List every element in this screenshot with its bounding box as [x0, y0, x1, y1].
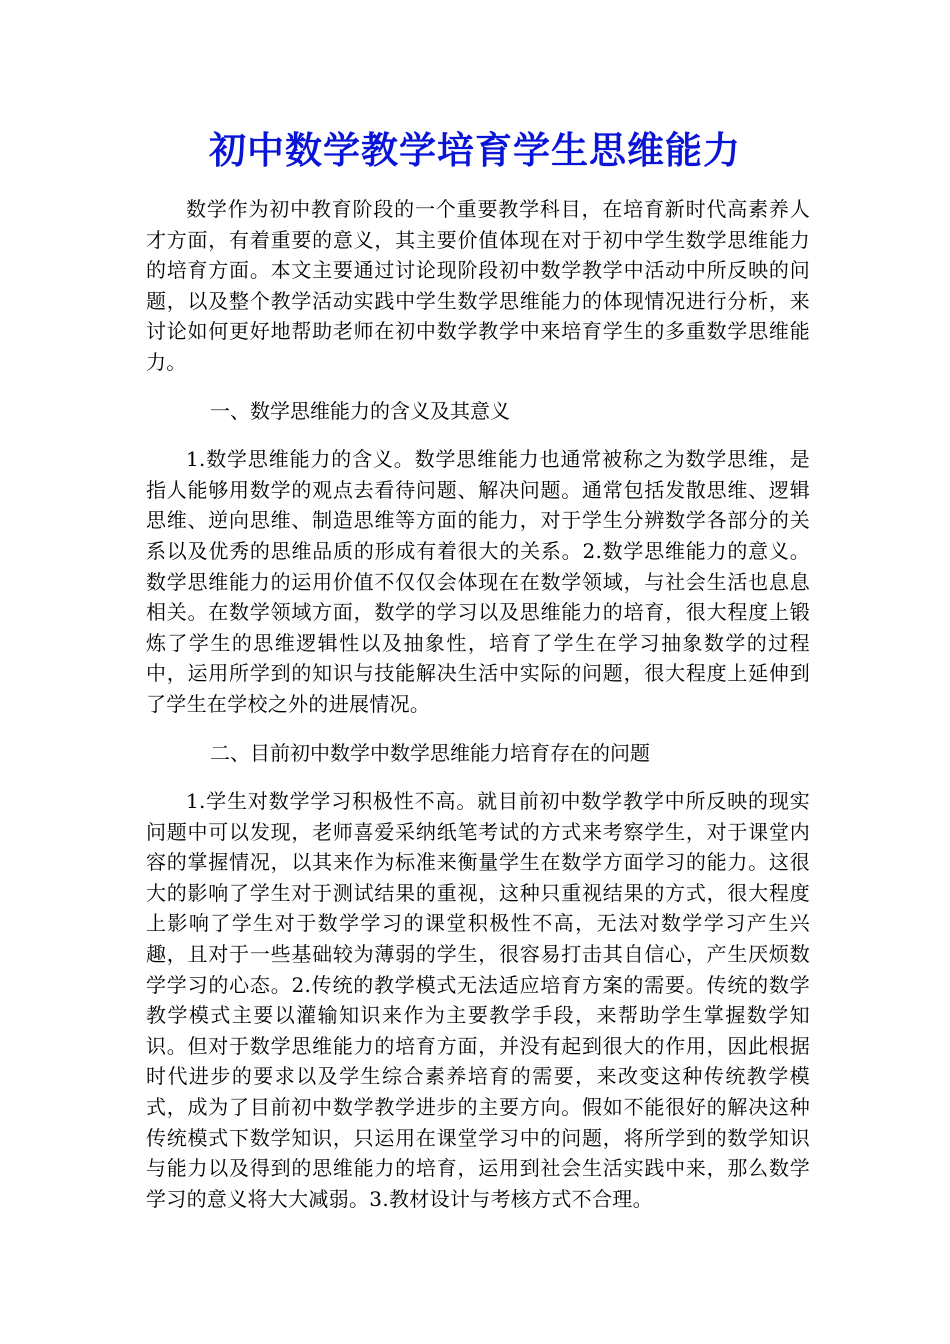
paragraph-gap: [146, 378, 810, 396]
document-body: [146, 194, 810, 1214]
document-title: 初中数学教学培育学生思维能力: [209, 128, 741, 172]
intro-paragraph: 数学作为初中教育阶段的一个重要教学科目，在培育新时代高素养人才方面，有着重要的意义，其主要价值体现在对于初中学生数学思维能力的培育方面。本文主要通过讨论现阶段初中数学教学中活动中所反映的问题，以及整个教学活动实践中学生数学思维能力的体现情况进行分析，来讨论如何更好地帮助老师在初中数学教学中来培育学生的多重数学思维能力。: [146, 197, 810, 374]
section-paragraph-1: 1.数学思维能力的含义。数学思维能力也通常被称之为数学思维，是指人能够用数学的观点去看待问题、解决问题。通常包括发散思维、逻辑思维、逆向思维、制造思维等方面的能力，对于学生分辨数学各部分的关系以及优秀的思维品质的形成有着很大的关系。2.数学思维能力的意义。数学思维能力的运用价值不仅仅会体现在在数学领域，与社会生活也息息相关。在数学领域方面，数学的学习以及思维能力的培育，很大程度上锻炼了学生的思维逻辑性以及抽象性，培育了学生在学习抽象数学的过程中，运用所学到的知识与技能解决生活中实际的问题，很大程度上延伸到了学生在学校之外的进展情况。: [146, 447, 810, 716]
paragraph-gap: [146, 720, 810, 738]
section-heading-1: 一、数学思维能力的含义及其意义: [210, 398, 510, 423]
paragraph-gap: [146, 426, 810, 444]
section-paragraph-2: 1.学生对数学学习积极性不高。就目前初中数学教学中所反映的现实问题中可以发现，老师喜爱采纳纸笔考试的方式来考察学生，对于课堂内容的掌握情况，以其来作为标准来衡量学生在数学方面学习的能力。这很大的影响了学生对于测试结果的重视，这种只重视结果的方式，很大程度上影响了学生对于数学学习的课堂积极性不高，无法对数学学习产生兴趣，且对于一些基础较为薄弱的学生，很容易打击其自信心，产生厌烦数学学习的心态。2.传统的教学模式无法适应培育方案的需要。传统的数学教学模式主要以灌输知识来作为主要教学手段，来帮助学生掌握数学知识。但对于数学思维能力的培育方面，并没有起到很大的作用，因此根据时代进步的要求以及学生综合素养培育的需要，来改变这种传统教学模式，成为了目前初中数学教学进步的主要方向。假如不能很好的解决这种传统模式下数学知识，只运用在课堂学习中的问题，将所学到的数学知识与能力以及得到的思维能力的培育，运用到社会生活实践中来，那么数学学习的意义将大大减弱。3.教材设计与考核方式不合理。: [146, 789, 810, 1211]
paragraph-gap: [146, 768, 810, 786]
section-heading-2: 二、目前初中数学中数学思维能力培育存在的问题: [210, 740, 650, 765]
